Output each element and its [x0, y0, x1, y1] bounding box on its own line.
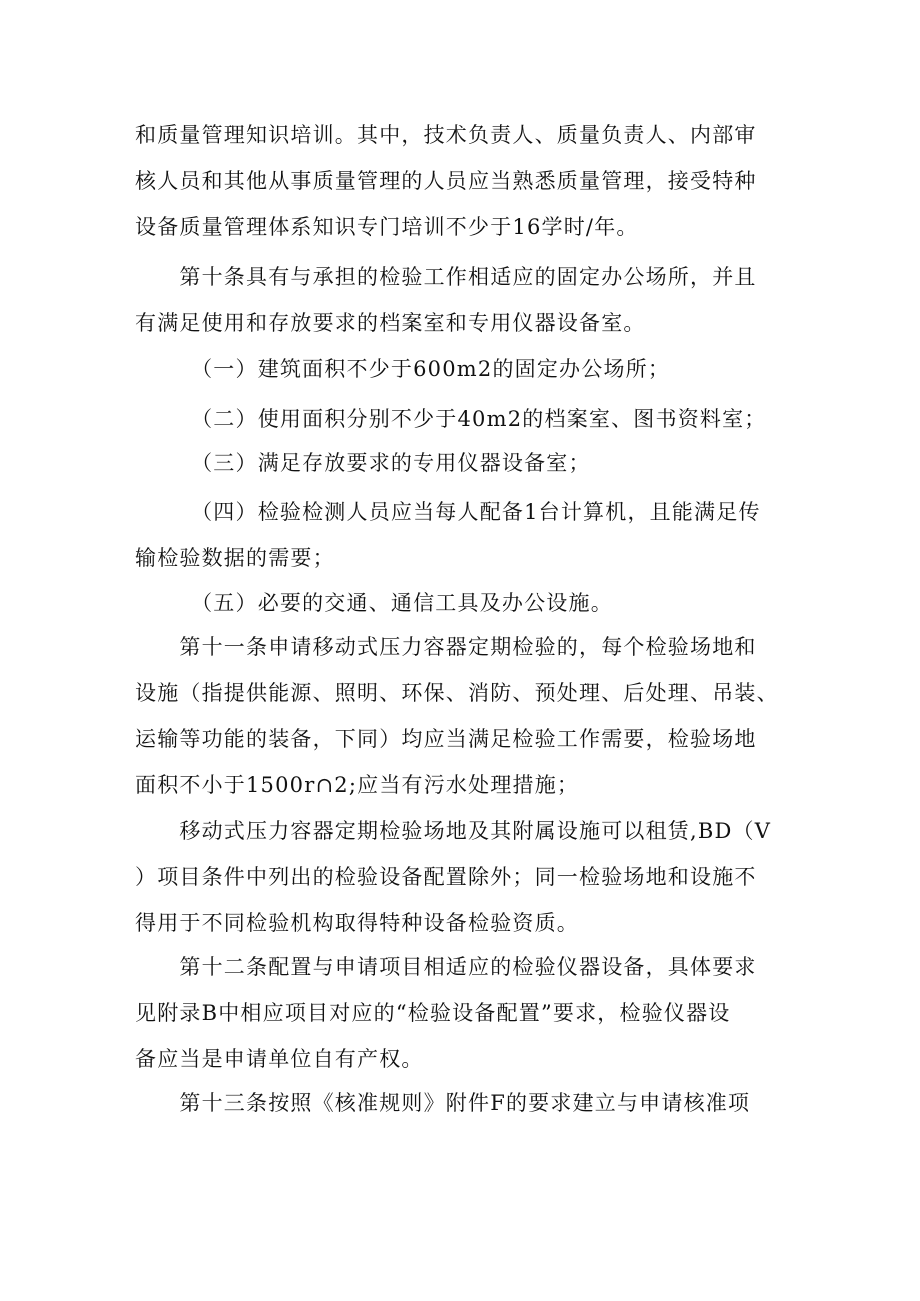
text-line: 第十二条配置与申请项目相适应的检验仪器设备，具体要求: [135, 955, 757, 979]
text-line: 移动式压力容器定期检验场地及其附属设施可以租赁,BD（V: [135, 819, 772, 843]
text-line: 得用于不同检验机构取得特种设备检验资质。: [135, 911, 579, 935]
paragraph-site-leasing: [135, 808, 805, 946]
list-item-2: [135, 396, 805, 442]
list-item-1: [135, 346, 805, 392]
text-line: 和质量管理知识培训。其中，技术负责人、质量负责人、内部审: [135, 123, 757, 147]
text-line: 面积不小于1500r∩2;应当有污水处理措施；: [135, 773, 580, 797]
text-line: 设施（指提供能源、照明、环保、消防、预处理、后处理、吊装、: [135, 681, 779, 705]
text-line: 输检验数据的需要；: [135, 546, 335, 570]
paragraph-article-12: [135, 944, 805, 1082]
text-line: 见附录B中相应项目对应的“检验设备配置”要求，检验仪器设: [135, 1001, 731, 1025]
text-line: 运输等功能的装备，下同）均应当满足检验工作需要，检验场地: [135, 727, 757, 751]
paragraph-training-requirements: [135, 112, 805, 250]
text-line: 有满足使用和存放要求的档案室和专用仪器设备室。: [135, 311, 646, 335]
list-item-3: [135, 440, 805, 486]
list-item-5: [135, 580, 805, 626]
text-line: 备应当是申请单位自有产权。: [135, 1047, 424, 1071]
paragraph-article-13: [135, 1080, 805, 1126]
text-line: 第十条具有与承担的检验工作相适应的固定办公场所，并且: [135, 265, 757, 289]
text-line: （一）建筑面积不少于600m2的固定办公场所；: [135, 357, 671, 381]
text-line: （五）必要的交通、通信工具及办公设施。: [135, 591, 613, 615]
text-line: 设备质量管理体系知识专门培训不少于16学时/年。: [135, 215, 639, 239]
text-line: （四）检验检测人员应当每人配备1台计算机，且能满足传: [135, 500, 761, 524]
text-line: ）项目条件中列出的检验设备配置除外；同一检验场地和设施不: [135, 865, 757, 889]
text-line: 第十一条申请移动式压力容器定期检验的，每个检验场地和: [135, 635, 757, 659]
paragraph-article-11: [135, 624, 805, 808]
list-item-4: [135, 489, 805, 581]
text-line: 第十三条按照《核准规则》附件F的要求建立与申请核准项: [135, 1091, 751, 1115]
text-line: （二）使用面积分别不少于40m2的档案室、图书资料室；: [135, 407, 767, 431]
text-line: （三）满足存放要求的专用仪器设备室；: [135, 451, 591, 475]
paragraph-article-10: [135, 254, 805, 346]
text-line: 核人员和其他从事质量管理的人员应当熟悉质量管理，接受特种: [135, 169, 757, 193]
